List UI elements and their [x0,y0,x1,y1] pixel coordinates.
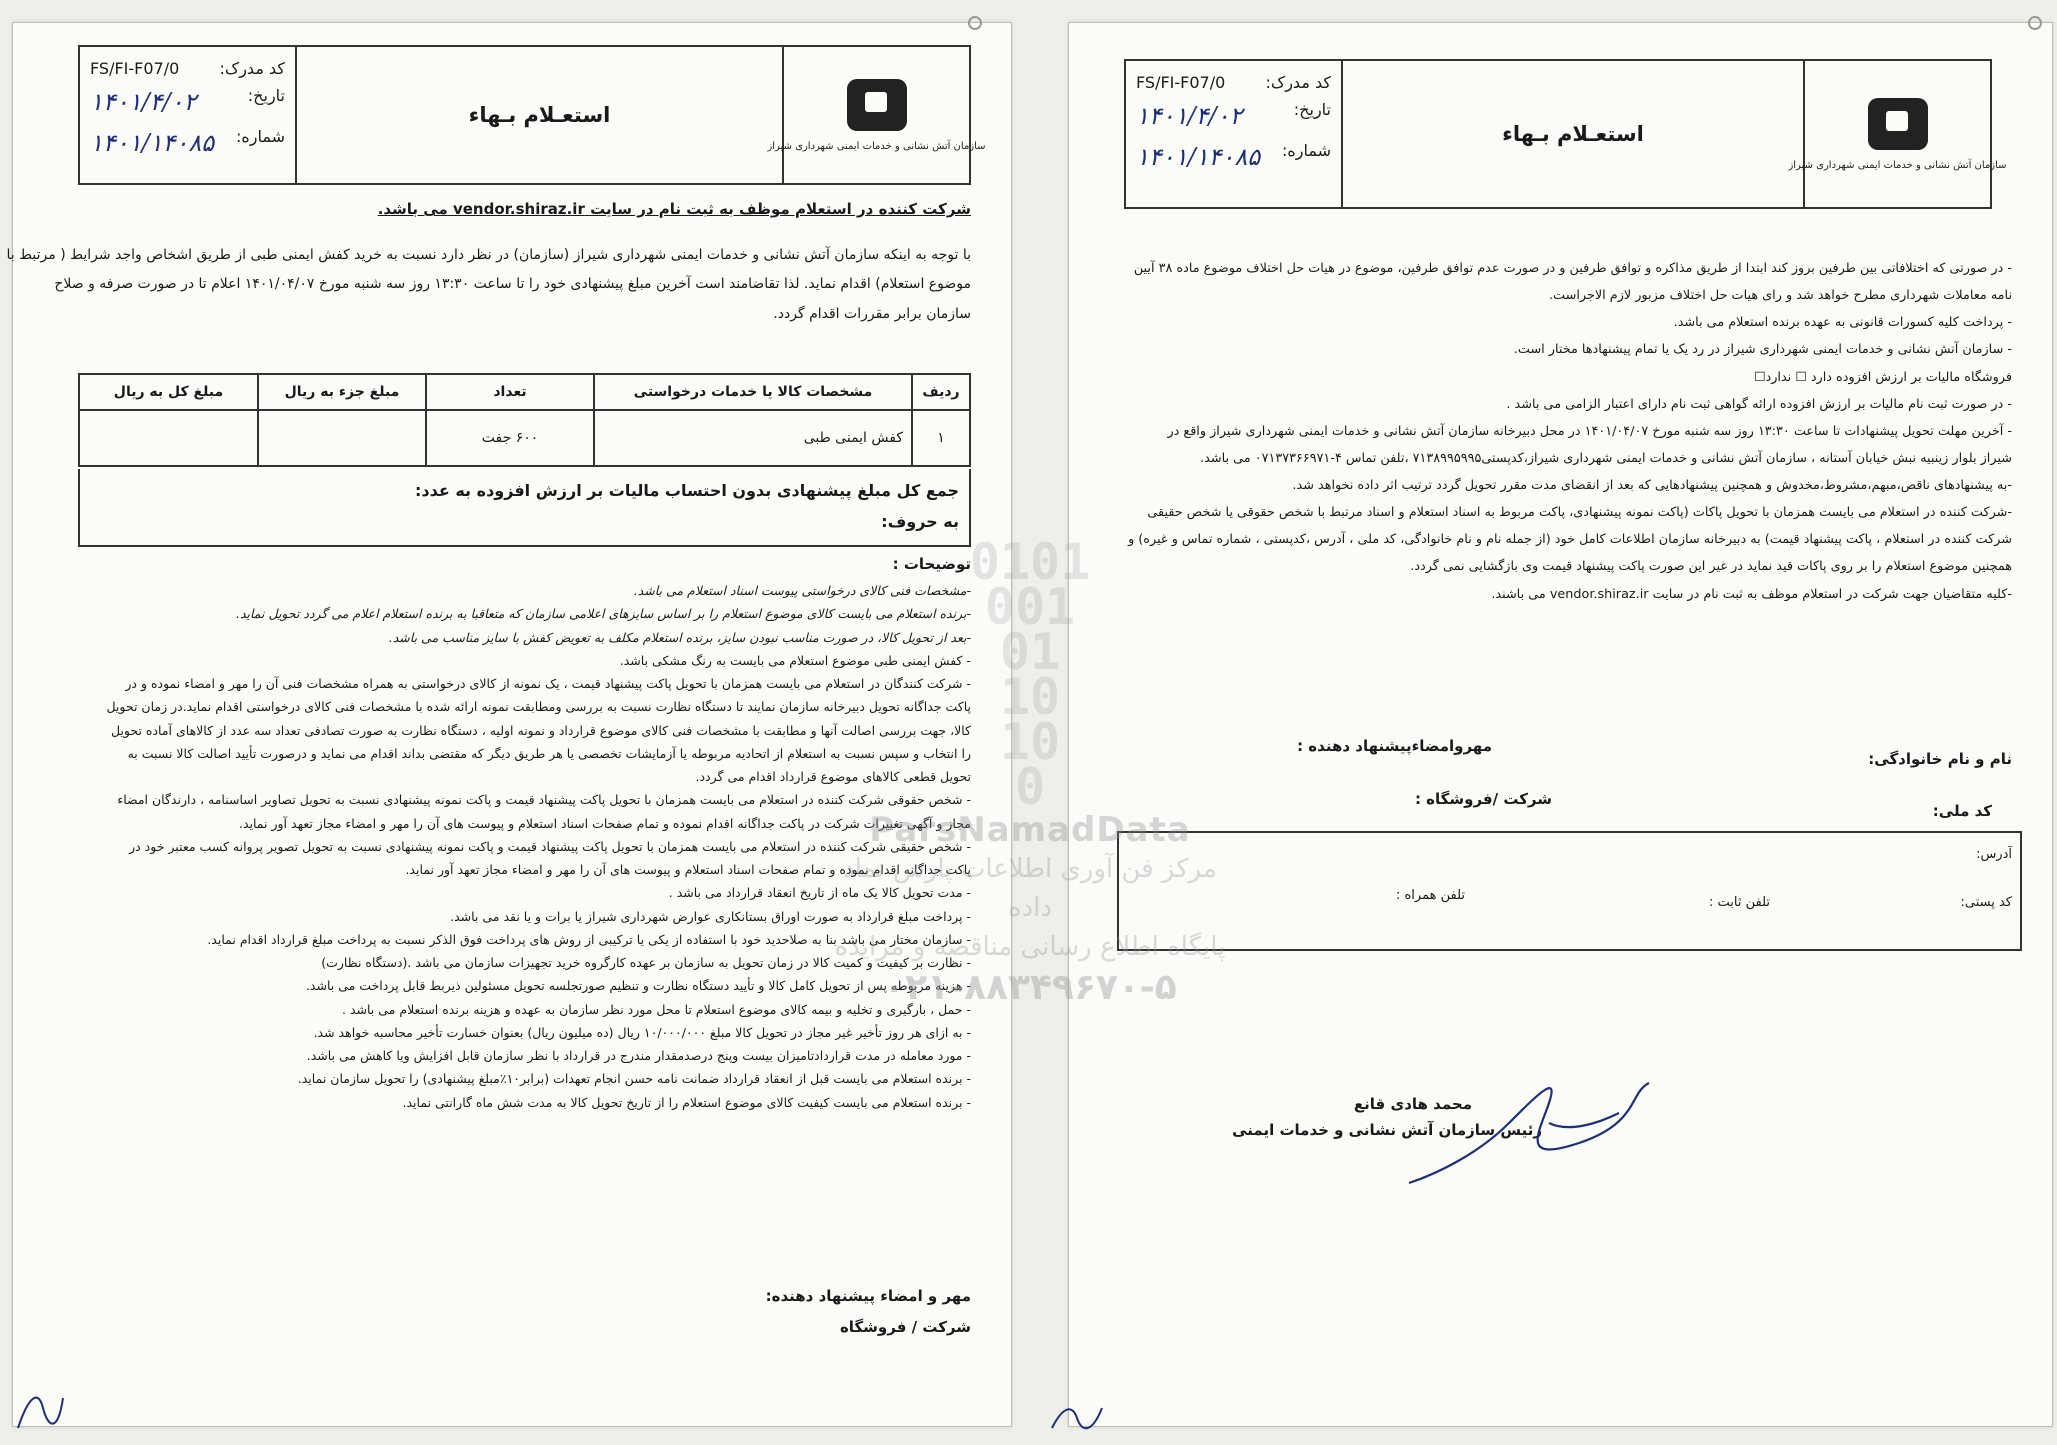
signature-icon [1399,1063,1659,1193]
org-logo-cell [1788,61,2007,207]
date-label: تاریخ: [247,86,285,106]
note-item: - مورد معامله در مدت قراردادتامیزان بیست وپنج درصدمقدار مندرج در قرارداد با نظر سازمان قابل افزایش ویا کاهش می باشد. [306,1048,971,1063]
term-item: - سازمان آتش نشانی و خدمات ایمنی شهرداری شیراز در رد یک یا تمام پیشنهادها مختار است. [1513,342,2012,358]
note-item: - به ازای هر روز تأخیر غیر مجاز در تحویل کالا مبلغ ۱۰/۰۰۰/۰۰۰ ریال (ده میلیون ریال) بعنوان خسارت تأخیر محاسبه خواهد شد. [313,1024,971,1040]
staple-hole-icon [2028,16,2042,30]
signatory-name: محمد هادی قانع [1353,1095,1472,1113]
term-item: شیراز بلوار زینبیه نبش خیابان آستانه ، سازمان آتش نشانی و خدمات ایمنی شهرداری شیراز،کدپستی۷۱۳۸۹۹۵۹۹۵ ،تلفن تماس ۴-۰۷۱۳۷۳۶۶۹۷۱ می باشد. [1200,450,2012,466]
page-right [1068,22,2053,1427]
notes-title: توضیحات : [892,555,971,573]
national-id-label[interactable]: کد ملی: [1932,802,1992,820]
doc-meta [80,47,295,183]
seal-label[interactable]: مهروامضاءپیشنهاد دهنده : [1297,737,1492,755]
term-item: -شرکت کننده در استعلام می بایست همزمان با تحویل پاکات (پاکت نمونه پیشنهادی، پاکت مربوط به اسناد استعلام و اسناد مرتبط با شخص حقوقی یا شخص حقیقی [1147,505,2012,521]
terms-list [1128,255,2012,608]
note-item: - نظارت بر کیفیت و کمیت کالا در زمان تحویل به سازمان بر عهده کارگروه خرید تجهیزات سازمان می باشد .(دستگاه نظارت) [321,955,971,970]
cell-row-no: ۱ [912,410,970,466]
col-header-qty: تعداد [426,374,594,410]
note-item: - شرکت کنندگان در استعلام می بایست همزمان با تحویل پاکت پیشنهاد قیمت ، یک نمونه از کالای درخواستی به همراه مشخصات فنی آن را مهر و امضاء نموده و در [125,676,971,691]
number-handwritten: ۱۴۰۱/۱۴۰۸۵ [90,128,215,157]
org-logo-icon [1868,98,1928,150]
address-label[interactable]: آدرس: [1976,847,2012,862]
page-left [6,22,1012,1427]
totals-numeric-label[interactable]: جمع کل مبلغ پیشنهادی بدون احتساب مالیات بر ارزش افزوده به عدد: [415,481,959,500]
note-item: - شخص حقیقی شرکت کننده در استعلام می بایست همزمان با تحویل پاکت پیشنهاد قیمت و پاکت نمونه پیشنهادی نسبت به تحویل تصویر پروانه کسب معتبر خود در [129,838,971,854]
company-label[interactable]: شرکت /فروشگاه : [1414,790,1552,808]
org-caption: سازمان آتش نشانی و خدمات ایمنی شهرداری شیراز [767,140,986,152]
note-item: - هزینه مربوطه پس از تحویل کامل کالا و تأیید دستگاه نظارت و تنظیم صورتجلسه تحویل مسئولین ذیربط قابل پرداخت می باشد. [305,978,971,994]
doc-code-label: کد مدرک: [219,59,285,78]
vat-checkbox-line[interactable]: فروشگاه مالیات بر ارزش افزوده دارد ☐ ندارد☐ [1754,369,2012,385]
doc-title: استعـلام بـهاء [295,47,782,183]
watermark-line: مرکز فن آوری اطلاعات پارس نماد داده [843,854,1217,923]
term-item: -به پیشنهادهای ناقص،مبهم،مشروط،مخدوش و همچنین پیشنهادهایی که بعد از انقضای مدت مقرر تحویل گردد ترتیب اثر داده نخواهد شد. [1292,478,2012,493]
number-label: شماره: [1281,140,1331,160]
note-item: -بعد از تحویل کالا، در صورت مناسب نبودن سایز، برنده استعلام مکلف به تعویض کفش با سایز مناسب می باشد. [388,629,971,645]
term-item: - در صورت ثبت نام مالیات بر ارزش افزوده ارائه گواهی ثبت نام دارای اعتبار الزامی می باشد . [1506,396,2012,412]
notes-list [106,579,971,1114]
term-item: نامه معاملات شهرداری مطرح خواهد شد و رای هیات حل اختلاف مزبور لازم الاجراست. [1548,288,2012,304]
cell-spec: کفش ایمنی طبی [594,410,912,466]
registration-notice: شرکت کننده در استعلام موظف به ثبت نام در سایت vendor.shiraz.ir می باشد. [377,200,971,218]
address-box [1117,831,2022,951]
doc-code: FS/FI-F07/0 [90,59,180,78]
doc-code-label: کد مدرک: [1265,73,1331,92]
doc-header [1124,59,2007,209]
cell-qty: ۶۰۰ جفت [426,410,594,466]
table-header-row [79,374,970,410]
date-handwritten: ۱۴۰۱/۴/۰۲ [90,88,197,117]
term-item: - آخرین مهلت تحویل پیشنهادات تا ساعت ۱۳:۳۰ روز سه شنبه مورخ ۱۴۰۱/۰۴/۰۷ در محل دبیرخانه سازمان آتش نشانی و خدمات ایمنی شهرداری شیراز واقع در [1167,423,2012,439]
org-logo-cell [767,47,986,183]
watermark-phone: ۰۲۱-۸۸۳۴۹۶۷۰-۵ [883,967,1177,1008]
col-header-row-no: ردیف [912,374,970,410]
watermark-digit-row: 01 [999,623,1061,681]
doc-meta [1126,61,1341,207]
handwritten-mark-icon [8,1378,68,1438]
col-header-unit-price: مبلغ جزء به ریال [258,374,426,410]
note-item: تحویل قطعی کالاهای موضوع قرارداد اقدام می گردد. [695,769,971,784]
signatory-title: رئیس سازمان آتش نشانی و خدمات ایمنی [1232,1121,1542,1139]
table-row [79,410,970,466]
org-caption: سازمان آتش نشانی و خدمات ایمنی شهرداری شیراز [1788,159,2007,171]
landline-label[interactable]: تلفن ثابت : [1708,895,1770,910]
mobile-label[interactable]: تلفن همراه : [1395,888,1465,903]
org-logo-icon [847,79,907,131]
handwritten-mark-icon [1047,1398,1107,1438]
note-item: - مدت تحویل کالا یک ماه از تاریخ انعقاد قرارداد می باشد . [668,885,971,901]
doc-code: FS/FI-F07/0 [1136,73,1226,92]
note-item: - برنده استعلام می بایست کیفیت کالای موضوع استعلام را از تاریخ تحویل کالا به مدت شش ماه گارانتی نماید. [402,1094,971,1110]
footer-seal-label: مهر و امضاء پیشنهاد دهنده: [765,1287,971,1305]
date-label: تاریخ: [1293,100,1331,120]
note-item: - پرداخت مبلغ قرارداد به صورت اوراق بستانکاری عوارض شهرداری شیراز یا برات و یا نقد می باشد. [450,908,971,924]
term-item: - پرداخت کلیه کسورات قانونی به عهده برنده استعلام می باشد. [1673,315,2012,331]
cell-unit-price[interactable] [258,410,426,466]
staple-hole-icon [968,16,982,30]
note-item: پاکت جداگانه تحویل دبیرخانه سازمان نمایند تا دستگاه نظارت نسبت به بررسی ومطابقت نمونه ارائه شده با مشخصات فنی کالای درخواستی اقدام نماید.در زمان تحویل [106,699,971,715]
cell-total-price[interactable] [79,410,258,466]
term-item: -کلیه متقاضیان جهت شرکت در استعلام موظف به ثبت نام در سایت vendor.shiraz.ir می باشند. [1491,586,2012,602]
note-item: کالا، جهت بررسی اصالت آنها و مطابقت با مشخصات فنی کالای موضوع قرارداد و نمونه اولیه ، دستگاه نظارت به صورت تصادفی تعداد سه عدد از کالاهای آماده تحویل [110,722,971,738]
totals-box [78,469,971,547]
note-item: - حمل ، بارگیری و تخلیه و بیمه کالای موضوع استعلام تا محل مورد نظر سازمان به عهده و هزینه برنده استعلام می باشد . [342,1001,971,1017]
watermark-digit-row: 10 [999,713,1061,771]
name-label[interactable]: نام و نام خانوادگی: [1868,750,2012,768]
note-item: - کفش ایمنی طبی موضوع استعلام می بایست به رنگ مشکی باشد. [619,652,971,668]
doc-title: استعـلام بـهاء [1341,61,1803,207]
note-item: - برنده استعلام می بایست قبل از انعقاد قرارداد ضمانت نامه حسن انجام تعهدات (برابر۱۰٪مبلغ پیشنهادی) را تحویل سازمان نماید. [297,1071,971,1087]
watermark-digit-row: 10 [999,668,1061,726]
intro-line: موضوع استعلام) اقدام نماید. لذا تقاضامند است آخرین مبلغ پیشنهادی خود را تا ساعت ۱۳:۳۰ روز سه شنبه مورخ ۱۴۰۱/۰۴/۰۷ اعلام تا در صورت صرفه و صلاح [54,276,971,293]
col-header-spec: مشخصات کالا یا خدمات درخواستی [594,374,912,410]
col-header-total-price: مبلغ کل به ریال [79,374,258,410]
term-item: شرکت کننده در استعلام ، پاکت پیشنهاد قیمت) به دبیرخانه سازمان اطلاعات کامل خود (از جمله نام و نام خانوادگی، کد ملی ، آدرس ،کدپستی ، شماره تماس و غیره) و [1128,532,2012,548]
date-handwritten: ۱۴۰۱/۴/۰۲ [1136,102,1243,131]
intro-line: با توجه به اینکه سازمان آتش نشانی و خدمات ایمنی شهرداری شیراز (سازمان) در نظر دارد نسبت به خرید کفش ایمنی طبی از طریق اشخاص واجد شرایط ( مرتبط با [6,247,971,263]
term-item: همچنین موضوع استعلام را بر روی پاکات قید نماید در غیر این صورت پاکت پیشنهاد قیمت وی بازگشایی نمی گردد. [1410,559,2012,575]
note-item: -مشخصات فنی کالای درخواستی پیوست اسناد استعلام می باشد. [633,583,971,598]
totals-words-label[interactable]: به حروف: [881,512,959,532]
watermark-digit-row: 0 [1014,758,1046,816]
term-item: - در صورتی که اختلافاتی بین طرفین بروز کند ابتدا از طریق مذاکره و توافق طرفین و در صورت عدم توافق طرفین، موضوع در هیات حل اختلاف موضوع ماده ۳۸ آیین [1133,261,2012,276]
note-item: را انتخاب و سپس نسبت به استعلام از اتحادیه مربوطه یا آزمایشات تخصصی یا هر طریق دیگر که مقتضی بداند اقدام می نماید و درصورت تأیید اصالت کالا نسبت به [127,745,971,761]
footer-company-label: شرکت / فروشگاه [839,1318,971,1336]
postal-code-label[interactable]: کد پستی: [1960,895,2012,910]
intro-line: سازمان برابر مقررات اقدام گردد. [773,305,971,322]
watermark-brand: ParsNamadData [869,810,1191,850]
note-item: پاکت جداگانه اقدام نموده و تمام صفحات اسناد استعلام و پیوست های آن را مهر و امضاء مجاز تعهد آور نماید. [405,862,971,877]
watermark-digit-row: 001 [984,578,1076,636]
note-item: - سازمان مختار می باشد بنا به صلاحدید خود با استفاده از یکی یا ترکیبی از روش های پرداخت فوق الذکر نسبت به پرداخت مبلغ قرارداد اقدام نماید. [207,931,971,947]
note-item: - شخص حقوقی شرکت کننده در استعلام می بایست همزمان با تحویل پاکت پیشنهاد قیمت و پاکت نمونه پیشنهادی نسبت به تحویل تصاویر اساسنامه ، دارندگان امضاء [117,792,971,808]
watermark-digit-row: 0101 [969,533,1091,591]
doc-header [78,45,986,185]
note-item: مجاز و آگهی تغییرات شرکت در پاکت جداگانه اقدام نموده و تمام صفحات اسناد استعلام و پیوست های آن را مهر و امضاء مجاز تعهد آور نماید. [238,815,971,831]
number-handwritten: ۱۴۰۱/۱۴۰۸۵ [1136,142,1261,171]
intro-paragraph [7,241,972,329]
items-table [78,373,971,467]
number-label: شماره: [235,126,285,146]
watermark-line: پایگاه اطلاع رسانی مناقصه و مزایده [834,932,1226,962]
note-item: -برنده استعلام می بایست کالای موضوع استعلام را بر اساس سایزهای اعلامی سازمان که متعاقبا به برنده استعلام اعلام می گردد تحویل نماید. [235,606,971,622]
